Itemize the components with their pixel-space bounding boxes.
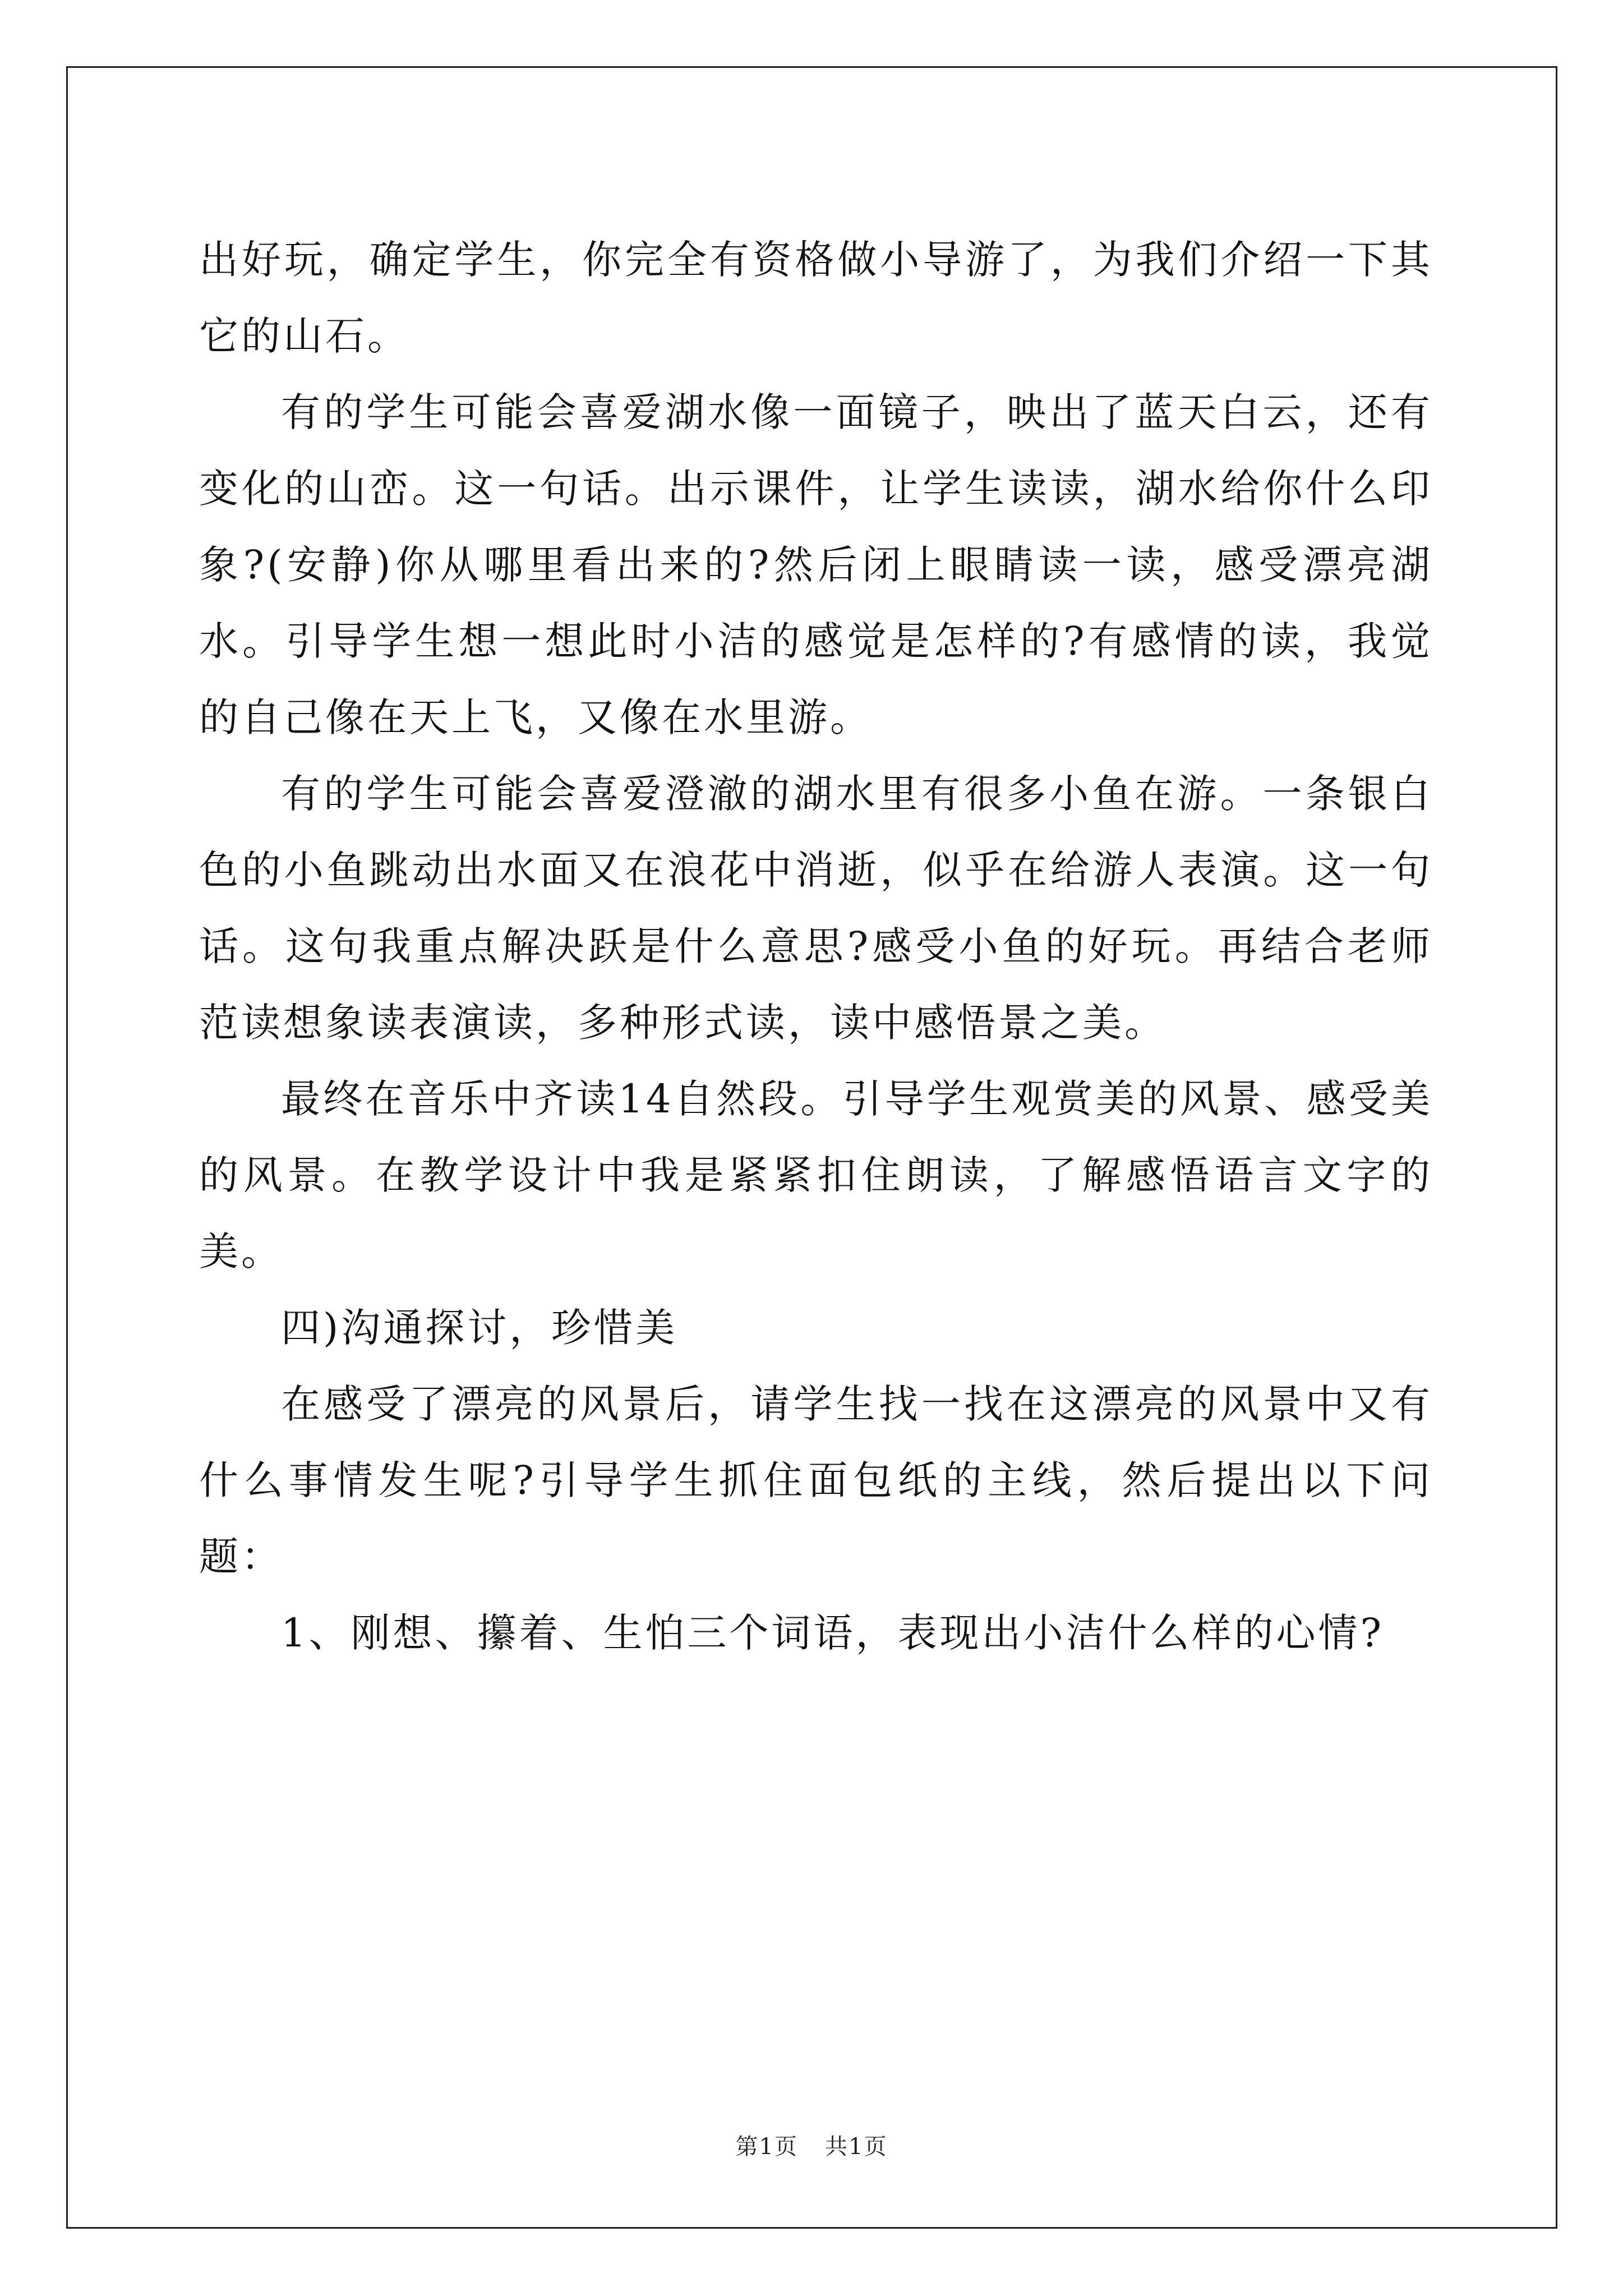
- page-footer: [0, 2129, 1623, 2161]
- page-number: 第1页: [735, 2134, 798, 2160]
- section-heading: 四)沟通探讨，珍惜美: [281, 1305, 678, 1351]
- paragraph-1: 出好玩，确定学生，你完全有资格做小导游了，为我们介绍一下其它的山石。: [199, 237, 1433, 359]
- paragraph-4: 最终在音乐中齐读14自然段。引导学生观赏美的风景、感受美的风景。在教学设计中我是紧紧扣住朗读，了解感悟语言文字的美。: [199, 1076, 1433, 1274]
- question-1: 1、刚想、攥着、生怕三个词语，表现出小洁什么样的心情?: [281, 1610, 1385, 1656]
- document-body: [199, 222, 1433, 1671]
- paragraph-5: 在感受了漂亮的风景后，请学生找一找在这漂亮的风景中又有什么事情发生呢?引导学生抓住面包纸的主线，然后提出以下问题：: [199, 1381, 1433, 1580]
- paragraph-2: 有的学生可能会喜爱湖水像一面镜子，映出了蓝天白云，还有变化的山峦。这一句话。出示课件，让学生读读，湖水给你什么印象?(安静)你从哪里看出来的?然后闭上眼睛读一读，感受漂亮湖水。引导学生想一想此时小洁的感觉是怎样的?有感情的读，我觉的自己像在天上飞，又像在水里游。: [199, 389, 1433, 740]
- page-total: 共1页: [825, 2134, 888, 2160]
- paragraph-3: 有的学生可能会喜爱澄澈的湖水里有很多小鱼在游。一条银白色的小鱼跳动出水面又在浪花中消逝，似乎在给游人表演。这一句话。这句我重点解决跃是什么意思?感受小鱼的好玩。再结合老师范读想象读表演读，多种形式读，读中感悟景之美。: [199, 771, 1433, 1046]
